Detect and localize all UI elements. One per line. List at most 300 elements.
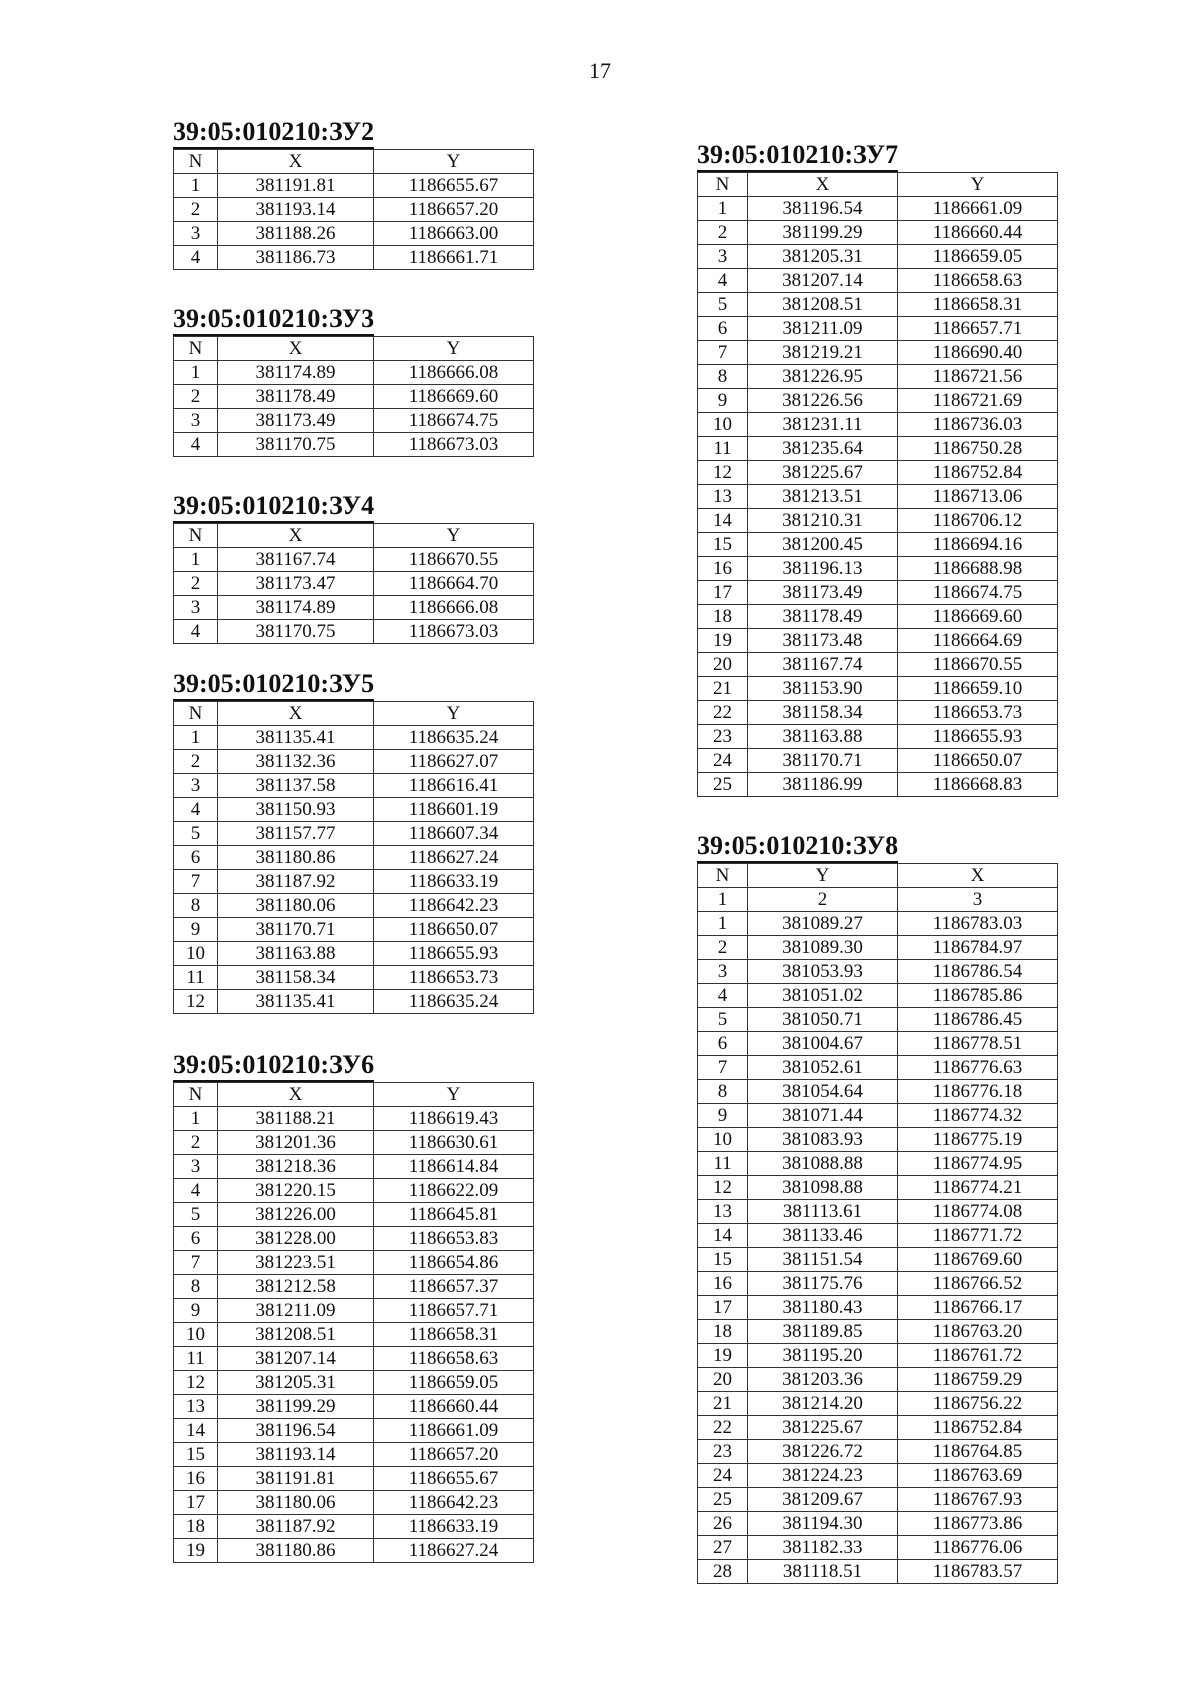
table-row	[698, 1512, 1058, 1536]
coord-first: 381151.54	[748, 1248, 898, 1272]
point-number: 1	[174, 548, 218, 572]
table-row	[698, 1224, 1058, 1248]
header-second-coord: Y	[374, 702, 534, 726]
coord-first: 381170.71	[218, 918, 374, 942]
coord-second: 1186786.54	[898, 960, 1058, 984]
coord-second: 1186670.55	[374, 548, 534, 572]
coord-second: 1186774.21	[898, 1176, 1058, 1200]
table-row	[698, 437, 1058, 461]
coord-first: 381173.48	[748, 629, 898, 653]
table-row	[698, 581, 1058, 605]
coord-second: 1186673.03	[374, 620, 534, 644]
coord-first: 381175.76	[748, 1272, 898, 1296]
table-header-row	[174, 150, 534, 174]
table-row	[174, 596, 534, 620]
coord-second: 1186653.73	[374, 966, 534, 990]
table-header-row	[698, 864, 1058, 888]
coord-second: 1186721.56	[898, 365, 1058, 389]
table-row	[174, 198, 534, 222]
table-row	[698, 485, 1058, 509]
table-row	[698, 1392, 1058, 1416]
coord-first: 381193.14	[218, 198, 374, 222]
coord-second: 1186776.06	[898, 1536, 1058, 1560]
coord-first: 381194.30	[748, 1512, 898, 1536]
coord-first: 381218.36	[218, 1155, 374, 1179]
coord-first: 381196.13	[748, 557, 898, 581]
coord-first: 381208.51	[218, 1323, 374, 1347]
point-number: 7	[698, 1056, 748, 1080]
table-row	[698, 725, 1058, 749]
table-row	[698, 653, 1058, 677]
point-number: 1	[698, 197, 748, 221]
coord-second: 1186657.71	[898, 317, 1058, 341]
point-number: 6	[174, 846, 218, 870]
coord-first: 381170.75	[218, 620, 374, 644]
point-number: 19	[698, 1344, 748, 1368]
table-header-row	[174, 1083, 534, 1107]
coord-first: 381182.33	[748, 1536, 898, 1560]
coord-second: 1186752.84	[898, 1416, 1058, 1440]
coord-first: 381235.64	[748, 437, 898, 461]
coord-first: 381173.49	[218, 409, 374, 433]
column-number: 2	[748, 888, 898, 912]
coord-second: 1186674.75	[374, 409, 534, 433]
column-number: 3	[898, 888, 1058, 912]
point-number: 13	[174, 1395, 218, 1419]
coord-first: 381205.31	[748, 245, 898, 269]
coord-second: 1186767.93	[898, 1488, 1058, 1512]
header-first-coord: X	[218, 1083, 374, 1107]
parcel-title: 39:05:010210:ЗУ5	[173, 669, 374, 701]
point-number: 9	[174, 1299, 218, 1323]
coord-second: 1186669.60	[898, 605, 1058, 629]
point-number: 4	[174, 620, 218, 644]
table-row	[174, 1227, 534, 1251]
coord-first: 381187.92	[218, 870, 374, 894]
coord-second: 1186614.84	[374, 1155, 534, 1179]
point-number: 12	[698, 1176, 748, 1200]
point-number: 3	[174, 774, 218, 798]
coord-first: 381089.30	[748, 936, 898, 960]
point-number: 14	[174, 1419, 218, 1443]
coord-second: 1186661.09	[374, 1419, 534, 1443]
point-number: 5	[698, 293, 748, 317]
point-number: 13	[698, 485, 748, 509]
coord-first: 381225.67	[748, 1416, 898, 1440]
table-row	[698, 413, 1058, 437]
table-row	[174, 1347, 534, 1371]
table-row	[698, 1488, 1058, 1512]
point-number: 1	[174, 361, 218, 385]
coord-first: 381137.58	[218, 774, 374, 798]
point-number: 9	[174, 918, 218, 942]
coord-second: 1186766.52	[898, 1272, 1058, 1296]
coord-first: 381188.26	[218, 222, 374, 246]
point-number: 14	[698, 509, 748, 533]
point-number: 4	[174, 798, 218, 822]
header-second-coord: Y	[374, 1083, 534, 1107]
table-row	[698, 984, 1058, 1008]
table-row	[698, 341, 1058, 365]
table-row	[174, 990, 534, 1014]
table-row	[174, 222, 534, 246]
coord-second: 1186706.12	[898, 509, 1058, 533]
coord-second: 1186642.23	[374, 1491, 534, 1515]
coord-second: 1186674.75	[898, 581, 1058, 605]
point-number: 3	[698, 245, 748, 269]
table-row	[174, 1155, 534, 1179]
table-row	[698, 1536, 1058, 1560]
coord-first: 381210.31	[748, 509, 898, 533]
coord-second: 1186658.31	[898, 293, 1058, 317]
header-first-coord: Y	[748, 864, 898, 888]
coord-second: 1186607.34	[374, 822, 534, 846]
table-row	[174, 1299, 534, 1323]
coord-second: 1186653.73	[898, 701, 1058, 725]
table-row	[698, 912, 1058, 936]
point-number: 7	[174, 870, 218, 894]
table-row	[174, 361, 534, 385]
table-row	[174, 385, 534, 409]
point-number: 17	[698, 1296, 748, 1320]
point-number: 4	[698, 984, 748, 1008]
point-number: 10	[174, 942, 218, 966]
header-n: N	[174, 337, 218, 361]
table-row	[174, 246, 534, 270]
coord-first: 381180.86	[218, 1539, 374, 1563]
coord-second: 1186635.24	[374, 990, 534, 1014]
point-number: 15	[174, 1443, 218, 1467]
point-number: 2	[174, 572, 218, 596]
point-number: 9	[698, 389, 748, 413]
coord-second: 1186660.44	[374, 1395, 534, 1419]
coord-second: 1186635.24	[374, 726, 534, 750]
coord-second: 1186769.60	[898, 1248, 1058, 1272]
table-row	[174, 894, 534, 918]
point-number: 10	[698, 413, 748, 437]
coord-first: 381189.85	[748, 1320, 898, 1344]
point-number: 7	[698, 341, 748, 365]
point-number: 3	[174, 222, 218, 246]
coord-second: 1186775.19	[898, 1128, 1058, 1152]
table-row	[698, 1320, 1058, 1344]
coord-second: 1186653.83	[374, 1227, 534, 1251]
coord-second: 1186657.20	[374, 1443, 534, 1467]
coord-first: 381226.00	[218, 1203, 374, 1227]
coord-second: 1186627.24	[374, 1539, 534, 1563]
point-number: 20	[698, 653, 748, 677]
coord-second: 1186786.45	[898, 1008, 1058, 1032]
coord-first: 381186.99	[748, 773, 898, 797]
point-number: 11	[698, 1152, 748, 1176]
point-number: 12	[174, 1371, 218, 1395]
table-row	[698, 509, 1058, 533]
table-row	[698, 1272, 1058, 1296]
point-number: 23	[698, 725, 748, 749]
coord-first: 381224.23	[748, 1464, 898, 1488]
coord-second: 1186774.95	[898, 1152, 1058, 1176]
coord-second: 1186784.97	[898, 936, 1058, 960]
table-row	[174, 1419, 534, 1443]
coordinates-table	[173, 336, 534, 457]
coord-second: 1186774.08	[898, 1200, 1058, 1224]
parcel-title: 39:05:010210:ЗУ4	[173, 491, 374, 523]
coord-first: 381051.02	[748, 984, 898, 1008]
header-first-coord: X	[748, 173, 898, 197]
table-row	[174, 1395, 534, 1419]
coord-first: 381132.36	[218, 750, 374, 774]
point-number: 21	[698, 1392, 748, 1416]
coord-first: 381135.41	[218, 726, 374, 750]
coord-first: 381231.11	[748, 413, 898, 437]
point-number: 15	[698, 533, 748, 557]
point-number: 3	[174, 1155, 218, 1179]
coord-first: 381223.51	[218, 1251, 374, 1275]
header-n: N	[174, 524, 218, 548]
parcel-zu5	[173, 669, 533, 1014]
coord-second: 1186756.22	[898, 1392, 1058, 1416]
table-row	[698, 1344, 1058, 1368]
coord-first: 381188.21	[218, 1107, 374, 1131]
parcel-title: 39:05:010210:ЗУ8	[697, 831, 898, 863]
coord-first: 381207.14	[218, 1347, 374, 1371]
coord-second: 1186783.57	[898, 1560, 1058, 1584]
coord-first: 381212.58	[218, 1275, 374, 1299]
coord-second: 1186657.71	[374, 1299, 534, 1323]
table-row	[698, 1008, 1058, 1032]
coord-second: 1186666.08	[374, 361, 534, 385]
point-number: 26	[698, 1512, 748, 1536]
coord-first: 381205.31	[218, 1371, 374, 1395]
coord-second: 1186776.63	[898, 1056, 1058, 1080]
coord-second: 1186694.16	[898, 533, 1058, 557]
coord-second: 1186771.72	[898, 1224, 1058, 1248]
point-number: 19	[174, 1539, 218, 1563]
coord-second: 1186660.44	[898, 221, 1058, 245]
coord-second: 1186752.84	[898, 461, 1058, 485]
coord-second: 1186664.69	[898, 629, 1058, 653]
table-row	[698, 1200, 1058, 1224]
point-number: 8	[698, 1080, 748, 1104]
coord-first: 381209.67	[748, 1488, 898, 1512]
coord-first: 381089.27	[748, 912, 898, 936]
table-row	[174, 1107, 534, 1131]
coord-first: 381170.71	[748, 749, 898, 773]
coord-first: 381226.95	[748, 365, 898, 389]
table-row	[174, 942, 534, 966]
coord-first: 381195.20	[748, 1344, 898, 1368]
table-row	[174, 1371, 534, 1395]
table-row	[698, 1152, 1058, 1176]
point-number: 11	[174, 1347, 218, 1371]
coord-first: 381174.89	[218, 361, 374, 385]
parcel-zu6	[173, 1050, 533, 1563]
coord-second: 1186764.85	[898, 1440, 1058, 1464]
coord-first: 381180.06	[218, 1491, 374, 1515]
coord-second: 1186627.07	[374, 750, 534, 774]
coord-first: 381158.34	[748, 701, 898, 725]
header-second-coord: Y	[374, 150, 534, 174]
coord-second: 1186668.83	[898, 773, 1058, 797]
header-second-coord: Y	[374, 524, 534, 548]
point-number: 18	[174, 1515, 218, 1539]
point-number: 16	[174, 1467, 218, 1491]
header-n: N	[174, 150, 218, 174]
table-row	[698, 1296, 1058, 1320]
table-row	[174, 1443, 534, 1467]
coord-second: 1186669.60	[374, 385, 534, 409]
point-number: 24	[698, 749, 748, 773]
coord-second: 1186658.31	[374, 1323, 534, 1347]
header-n: N	[174, 1083, 218, 1107]
point-number: 12	[698, 461, 748, 485]
point-number: 4	[174, 246, 218, 270]
table-row	[698, 293, 1058, 317]
coord-first: 381208.51	[748, 293, 898, 317]
coord-second: 1186630.61	[374, 1131, 534, 1155]
coord-second: 1186721.69	[898, 389, 1058, 413]
coord-first: 381163.88	[748, 725, 898, 749]
table-row	[174, 750, 534, 774]
coordinates-table	[173, 523, 534, 644]
coord-first: 381178.49	[748, 605, 898, 629]
table-row	[174, 870, 534, 894]
table-header-row	[174, 702, 534, 726]
point-number: 13	[698, 1200, 748, 1224]
coord-second: 1186670.55	[898, 653, 1058, 677]
table-row	[174, 798, 534, 822]
coord-second: 1186659.10	[898, 677, 1058, 701]
coord-first: 381214.20	[748, 1392, 898, 1416]
coord-second: 1186655.93	[898, 725, 1058, 749]
coordinates-table	[697, 863, 1058, 1584]
coord-first: 381201.36	[218, 1131, 374, 1155]
coord-first: 381226.72	[748, 1440, 898, 1464]
point-number: 19	[698, 629, 748, 653]
coord-second: 1186633.19	[374, 1515, 534, 1539]
table-row	[174, 572, 534, 596]
coord-first: 381173.47	[218, 572, 374, 596]
coord-first: 381158.34	[218, 966, 374, 990]
table-row	[174, 726, 534, 750]
coord-second: 1186766.17	[898, 1296, 1058, 1320]
header-n: N	[174, 702, 218, 726]
coord-first: 381213.51	[748, 485, 898, 509]
coord-second: 1186654.86	[374, 1251, 534, 1275]
point-number: 5	[174, 1203, 218, 1227]
parcel-zu4	[173, 491, 533, 644]
table-row	[174, 966, 534, 990]
table-row	[698, 1440, 1058, 1464]
point-number: 15	[698, 1248, 748, 1272]
table-row	[174, 1251, 534, 1275]
coordinates-table	[173, 701, 534, 1014]
table-row	[174, 1323, 534, 1347]
header-first-coord: X	[218, 702, 374, 726]
point-number: 9	[698, 1104, 748, 1128]
coordinates-table	[697, 172, 1058, 797]
table-column-number-row	[698, 888, 1058, 912]
coord-first: 381167.74	[218, 548, 374, 572]
table-row	[174, 1539, 534, 1563]
table-row	[698, 1464, 1058, 1488]
table-header-row	[698, 173, 1058, 197]
coord-second: 1186778.51	[898, 1032, 1058, 1056]
point-number: 2	[698, 221, 748, 245]
table-row	[698, 773, 1058, 797]
table-row	[174, 433, 534, 457]
coord-first: 381004.67	[748, 1032, 898, 1056]
coord-second: 1186776.18	[898, 1080, 1058, 1104]
table-row	[698, 1560, 1058, 1584]
parcel-zu2	[173, 117, 533, 270]
parcel-title: 39:05:010210:ЗУ3	[173, 304, 374, 336]
table-row	[174, 846, 534, 870]
table-row	[698, 1128, 1058, 1152]
table-row	[698, 1104, 1058, 1128]
coord-second: 1186661.71	[374, 246, 534, 270]
point-number: 6	[698, 317, 748, 341]
table-row	[698, 936, 1058, 960]
coord-second: 1186659.05	[374, 1371, 534, 1395]
coord-first: 381211.09	[748, 317, 898, 341]
point-number: 10	[698, 1128, 748, 1152]
table-row	[698, 1176, 1058, 1200]
coord-second: 1186642.23	[374, 894, 534, 918]
coord-first: 381178.49	[218, 385, 374, 409]
coord-first: 381193.14	[218, 1443, 374, 1467]
coord-second: 1186655.93	[374, 942, 534, 966]
coord-first: 381052.61	[748, 1056, 898, 1080]
coord-second: 1186774.32	[898, 1104, 1058, 1128]
coordinates-table	[173, 149, 534, 270]
point-number: 3	[698, 960, 748, 984]
coord-first: 381054.64	[748, 1080, 898, 1104]
point-number: 20	[698, 1368, 748, 1392]
coord-first: 381207.14	[748, 269, 898, 293]
table-row	[698, 269, 1058, 293]
coord-second: 1186785.86	[898, 984, 1058, 1008]
point-number: 16	[698, 1272, 748, 1296]
coordinates-table	[173, 1082, 534, 1563]
point-number: 4	[174, 433, 218, 457]
point-number: 4	[698, 269, 748, 293]
coord-second: 1186645.81	[374, 1203, 534, 1227]
coord-first: 381196.54	[218, 1419, 374, 1443]
point-number: 25	[698, 773, 748, 797]
coord-first: 381173.49	[748, 581, 898, 605]
point-number: 14	[698, 1224, 748, 1248]
coord-second: 1186650.07	[374, 918, 534, 942]
header-n: N	[698, 173, 748, 197]
coord-first: 381118.51	[748, 1560, 898, 1584]
table-row	[698, 1368, 1058, 1392]
table-header-row	[174, 337, 534, 361]
point-number: 22	[698, 1416, 748, 1440]
point-number: 5	[174, 822, 218, 846]
coord-first: 381098.88	[748, 1176, 898, 1200]
table-row	[174, 918, 534, 942]
coord-second: 1186658.63	[374, 1347, 534, 1371]
point-number: 3	[174, 596, 218, 620]
parcel-zu7	[697, 140, 1057, 797]
point-number: 17	[698, 581, 748, 605]
coord-first: 381199.29	[218, 1395, 374, 1419]
coord-first: 381191.81	[218, 1467, 374, 1491]
coord-first: 381113.61	[748, 1200, 898, 1224]
coord-second: 1186601.19	[374, 798, 534, 822]
header-second-coord: Y	[898, 173, 1058, 197]
